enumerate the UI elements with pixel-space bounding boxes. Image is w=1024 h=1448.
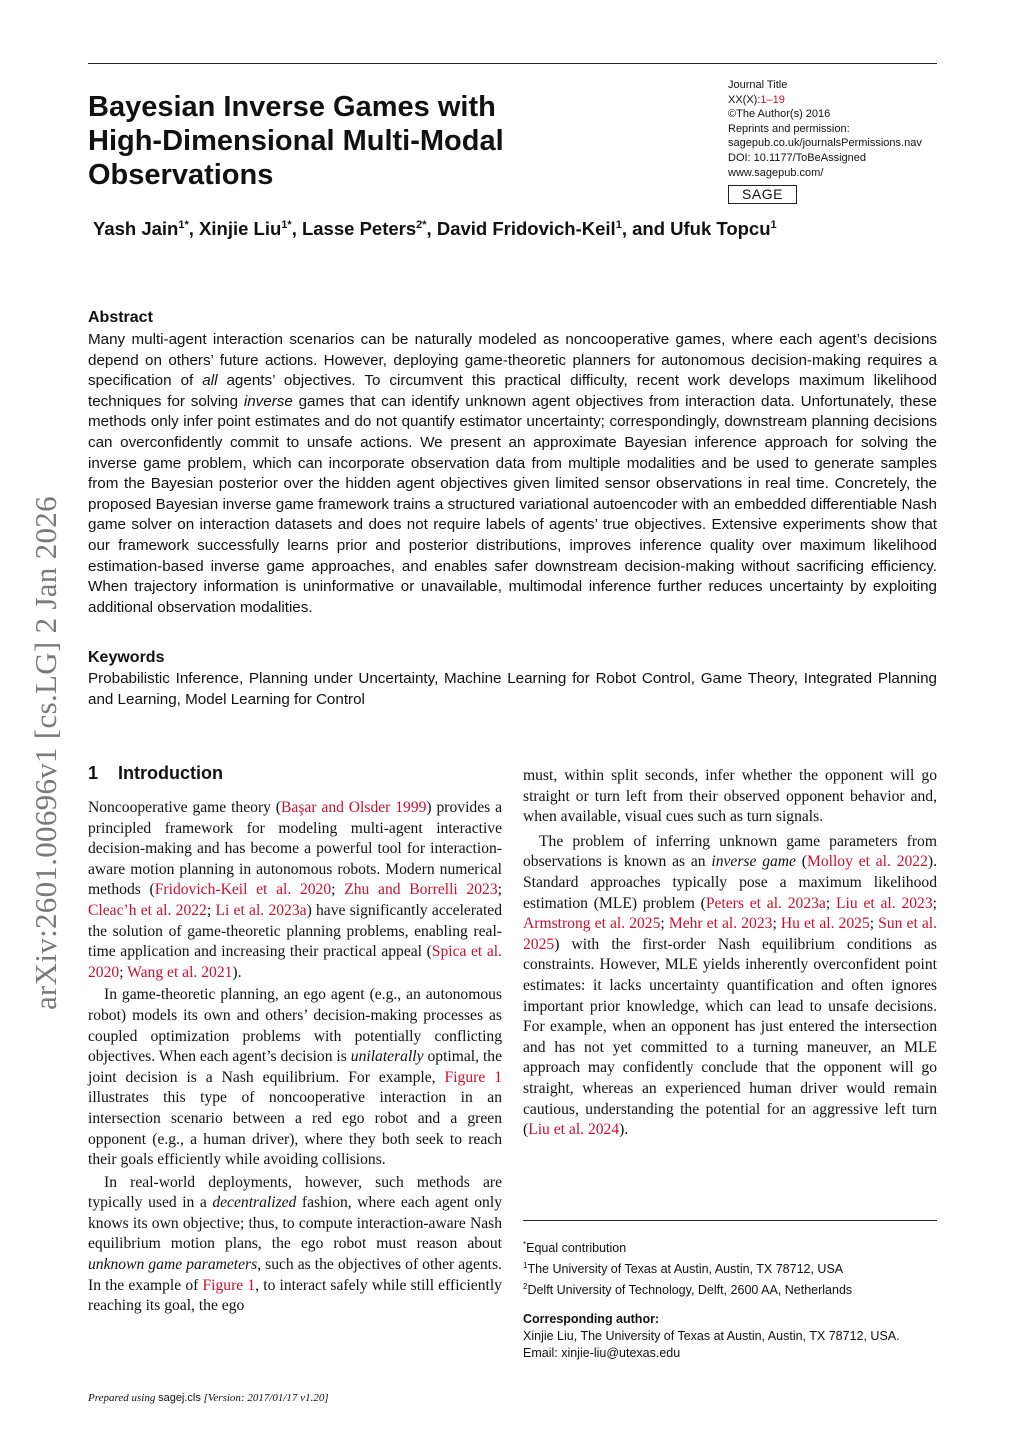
page-range-link[interactable]: 1–19: [760, 93, 785, 106]
citation-link[interactable]: Peters et al. 2023a: [705, 894, 826, 912]
left-column: [88, 798, 502, 1317]
text-run: ;: [206, 901, 216, 919]
text-run: (: [795, 853, 807, 871]
title-line: High-Dimensional Multi-Modal: [88, 125, 504, 157]
citation-link[interactable]: Başar and Olsder 1999: [281, 799, 427, 816]
section-title: Introduction: [118, 763, 223, 783]
author-name: Yash Jain: [93, 218, 179, 239]
website: www.sagepub.com/: [728, 166, 824, 179]
citation-link[interactable]: Zhu and Borrelli 2023: [344, 881, 498, 899]
text-run: ;: [932, 894, 937, 912]
paper-title: [88, 90, 688, 192]
citation-link[interactable]: Fridovich-Keil et al. 2020: [154, 881, 332, 899]
section-number: 1: [88, 763, 99, 783]
author-separator: ,: [188, 218, 200, 239]
citation-link[interactable]: Mehr et al. 2023: [668, 915, 773, 933]
paragraph: [523, 832, 937, 1141]
text-run: Noncooperative game theory (: [88, 799, 282, 816]
footnote-affiliation-2: $^2$Delft University of Technology, Delft, 2600 AA, Netherlands: [523, 1282, 853, 1298]
text-run: fashion, where each agent only knows its own objective; thus, to compute interaction-aware Nash equilibrium motion plans, the ego robot must reason about: [88, 1194, 502, 1253]
top-rule: [88, 63, 937, 64]
emphasis: inverse game: [711, 853, 796, 871]
paragraph: [523, 766, 937, 828]
text-run: , to interact safely while still efficiently reaching its goal, the ego: [88, 1276, 502, 1315]
text-run: The problem of inferring unknown game parameters from observations is known as an: [523, 832, 937, 871]
emphasis: decentralized: [212, 1194, 297, 1212]
journal-info: [728, 78, 958, 180]
arxiv-identifier: arXiv:2601.00696v1 [cs.LG] 2 Jan 2026: [28, 496, 63, 1010]
title-line: Bayesian Inverse Games with: [88, 91, 496, 123]
publisher-logo: SAGE: [728, 185, 797, 204]
footnote-rule: [523, 1220, 937, 1221]
text-run: illustrates this type of noncooperative interaction in an intersection scenario between a red ego robot and a green opponent (e.g., a human driver), where they both seek to reach their goals efficiently while avoiding collisions.: [88, 1089, 502, 1169]
text-run: ;: [825, 894, 836, 912]
citation-link[interactable]: Li et al. 2023a: [215, 901, 307, 919]
paragraph: [88, 798, 502, 983]
author-affiliation-mark: 1*: [178, 218, 189, 231]
footnotes: [523, 1236, 943, 1362]
author-separator: ,: [291, 218, 302, 239]
text-run: ;: [119, 963, 128, 981]
abstract-text: Many multi-agent interaction scenarios can be naturally modeled as noncooperative games, where each agent’s decisions depend on others’ future actions. However, deploying game-theoretic planners for autonomous decision-making requires a specification of all agents’ objectives. To circumvent this practical difficulty, recent work develops maximum likelihood techniques for solving inverse games that can identify unknown agent objectives from interaction data. Unfortunately, these methods only infer point estimates and do not quantify estimator uncertainty; correspondingly, downstream planning decisions can overconfidently commit to unsafe actions. We present an approximate Bayesian inference approach for solving the inverse game problem, which can incorporate observation data from multiple modalities and be used to generate samples from the Bayesian posterior over the hidden agent objectives given limited sensor observations in real time. Concretely, the proposed Bayesian inverse game framework trains a structured variational autoencoder with an embedded differentiable Nash game solver on interaction datasets and does not require labels of agents’ true objectives. Extensive experiments show that our framework successfully learns prior and posterior distributions, improves inference quality over maximum likelihood estimation-based inverse game approaches, and enables safer downstream decision-making without sacrificing efficiency. When trajectory information is uninformative or unavailable, multimodal inference further reduces uncertainty by exploiting additional observation modalities.: [88, 331, 937, 616]
text-run: In game-theoretic planning, an ego agent (e.g., an autonomous robot) models its own and others’ decision-making processes as coupled optimization problems with potentially conflicting objectives. When each agent’s decision is: [88, 986, 502, 1066]
emphasis: unilaterally: [350, 1048, 424, 1066]
text-run: ;: [497, 881, 502, 899]
citation-link[interactable]: Liu et al. 2023: [836, 894, 933, 912]
citation-link[interactable]: Figure 1: [202, 1276, 256, 1294]
author-affiliation-mark: 1*: [281, 218, 292, 231]
author-name: Xinjie Liu: [199, 218, 282, 239]
corresponding-author-heading: Corresponding author:: [523, 1312, 660, 1327]
author-list: [93, 218, 943, 240]
keywords-text: Probabilistic Inference, Planning under Uncertainty, Machine Learning for Robot Control, Game Theory, Integrated Planning and Learning, Model Learning for Control: [88, 670, 937, 708]
citation-link[interactable]: Sun et al. 2025: [523, 915, 938, 953]
author-affiliation-mark: 2*: [416, 218, 427, 231]
right-column: [523, 766, 937, 1141]
citation-link[interactable]: Armstrong et al. 2025: [523, 915, 661, 933]
text-run: ) with the first-order Nash equilibrium conditions as constraints. However, MLE yields inherently overconfident point estimates: it lacks uncertainty quantification and often ignores important prior knowledge, which can lead to unsafe decisions. For example, when an opponent has just entered the intersection and has not yet committed to a turning maneuver, an MLE approach may confidently conclude that the opponent will go straight, whereas an experienced human driver would remain cautious, understanding the potential for an aggressive left turn (: [523, 935, 937, 1139]
author-affiliation-mark: 1: [615, 218, 622, 231]
text-run: ;: [869, 915, 879, 933]
corresponding-author: Xinjie Liu, The University of Texas at Austin, Austin, TX 78712, USA.: [523, 1329, 900, 1344]
text-run: must, within split seconds, infer whether the opponent will go straight or turn left from their observed opponent behavior and, when available, visual cues such as turn signals.: [523, 767, 937, 826]
author-separator: , and: [621, 218, 671, 239]
text-run: ). Standard approaches typically pose a maximum likelihood estimation (MLE) problem (: [523, 853, 937, 912]
emphasis: unknown game parameters: [88, 1256, 258, 1274]
citation-link[interactable]: Cleac’h et al. 2022: [88, 901, 207, 919]
text-run: optimal, the joint decision is a Nash equilibrium. For example,: [88, 1048, 503, 1086]
footnote-affiliation-1: $^1$The University of Texas at Austin, Austin, TX 78712, USA: [523, 1261, 844, 1277]
text-run: ;: [772, 915, 781, 933]
journal-title: Journal Title: [728, 79, 788, 91]
text-run: In real-world deployments, however, such methods are typically used in a: [88, 1173, 502, 1212]
permissions-url: sagepub.co.uk/journalsPermissions.nav: [728, 137, 922, 150]
text-run: ;: [331, 881, 345, 899]
author-name: David Fridovich-Keil: [436, 218, 616, 239]
corresponding-email: Email: xinjie-liu@utexas.edu: [523, 1346, 681, 1361]
paragraph: [88, 985, 502, 1170]
section-heading-introduction: [88, 763, 223, 784]
text-run: , such as the objectives of other agents. In the example of: [88, 1256, 502, 1294]
author-name: Ufuk Topcu: [670, 218, 771, 239]
citation-link[interactable]: Molloy et al. 2022: [806, 853, 928, 871]
reprints: Reprints and permission:: [728, 122, 850, 135]
text-run: ).: [619, 1121, 629, 1139]
text-run: ) have significantly accelerated the solution of game-theoretic planning problems, enabling real-time application and increasing their practical appeal (: [88, 901, 502, 961]
copyright: ©The Author(s) 2016: [728, 108, 831, 121]
text-run: ) provides a principled framework for modeling multi-agent interactive decision-making and has become a powerful tool for interaction-aware motion planning in autonomous robots. Modern numerical methods (: [88, 799, 502, 899]
citation-link[interactable]: Spica et al. 2020: [88, 943, 502, 981]
prepared-using-footer: Prepared using sagej.cls [Version: 2017/01/17 v1.20]: [88, 1392, 329, 1404]
footnote-equal: *Equal contribution: [523, 1240, 627, 1256]
author-affiliation-mark: 1: [770, 218, 777, 231]
keywords-heading: Keywords: [88, 649, 165, 666]
title-line: Observations: [88, 159, 274, 191]
text-run: ;: [660, 915, 669, 933]
doi: DOI: 10.1177/ToBeAssigned: [728, 151, 866, 164]
author-separator: ,: [426, 218, 437, 239]
text-run: ).: [232, 963, 242, 981]
author-name: Lasse Peters: [301, 218, 417, 239]
citation-link[interactable]: Liu et al. 2024: [528, 1121, 620, 1139]
citation-link[interactable]: Wang et al. 2021: [127, 963, 233, 981]
citation-link[interactable]: Figure 1: [444, 1068, 502, 1086]
journal-volume: XX(X):1–19: [728, 93, 785, 106]
paragraph: [88, 1173, 502, 1317]
citation-link[interactable]: Hu et al. 2025: [780, 915, 870, 933]
abstract-heading: Abstract: [88, 309, 153, 326]
